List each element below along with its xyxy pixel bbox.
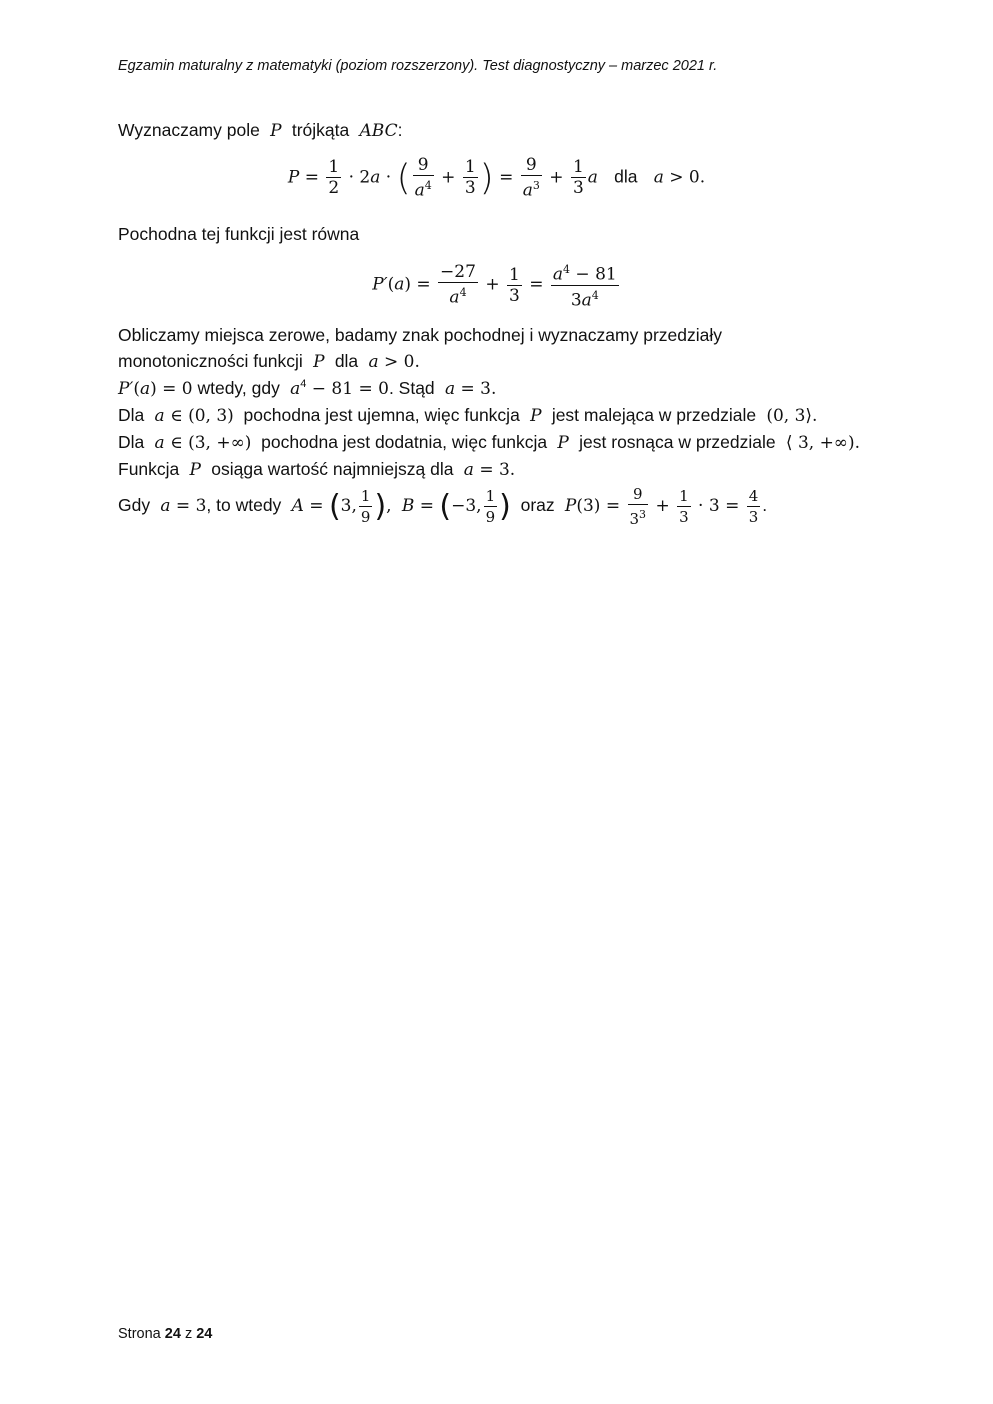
text-dla-cap: Dla [118,405,145,425]
text-dla: dla [614,166,638,187]
line-zeros: Obliczamy miejsca zerowe, badamy znak pochodnej i wyznaczamy przedziały [118,325,722,345]
equation-derivative: P′(a) = $\frac{-27}{a^4}$ + $\frac{1}{3}$ = $\frac{a^4 - 81}{3a^4}$ [0,260,993,310]
footer-total-pages: 24 [196,1326,213,1342]
footer-page-number: 24 [164,1326,181,1342]
line-increasing: Dla a ∈ (3, +∞) pochodna jest dodatnia, więc funkcja P jest rosnąca w przedziale ⟨ 3, +∞). [118,432,861,453]
line-minimum: Funkcja P osiąga wartość najmniejszą dla a = 3. [118,459,516,480]
line-zero-point: P′(a) = 0 wtedy, gdy $a^4 - 81 = 0$. Stąd a = 3. [118,378,497,399]
text-stad: . Stąd [388,378,435,398]
line-monotonicity: monotoniczności funkcji P dla a > 0. [118,351,420,372]
text-wyznaczamy: Wyznaczamy pole [118,120,260,140]
footer-prefix: Strona [118,1326,161,1342]
text-ujemna: pochodna jest ujemna, więc funkcja [243,405,520,425]
text-to-wtedy: , to wtedy [206,495,282,516]
page-footer [118,1326,212,1342]
text-dla: dla [334,351,359,371]
text-trojkata: trójkąta [291,120,350,140]
text-malejaca: jest malejąca w przedziale [551,405,757,425]
text-gdy: Gdy [118,495,151,516]
text-funkcja: Funkcja [118,459,180,479]
equation-area: P = $\frac{1}{2}$ · 2a · ( $\frac{9}{a^4}$ + $\frac{1}{3}$ ) = $\frac{9}{a^3}$ + $\frac{1}{3}$ a dla a > 0. [287,155,706,201]
page-header: Egzamin maturalny z matematyki (poziom rozszerzony). Test diagnostyczny – marzec 2021 r. [118,58,718,74]
line-result: Gdy a = 3, to wtedy A = (3, $\frac{1}{9}$ ), B = (−3, $\frac{1}{9}$ ) oraz P(3) = $\frac{9}{3^3}$ + $\frac{1}{3}$ · 3 = $\frac{4}{3}$ . [118,485,768,528]
text-dodatnia: pochodna jest dodatnia, więc funkcja [261,432,548,452]
line-area-intro: Wyznaczamy pole P trójkąta ABC: [118,120,403,141]
text-rosnaca: jest rosnąca w przedziale [579,432,776,452]
text-dla-cap: Dla [118,432,145,452]
footer-separator: z [184,1326,193,1342]
text-wtedy-gdy: wtedy, gdy [197,378,280,398]
text-najmniejsza: osiąga wartość najmniejszą dla [211,459,454,479]
text-monotonicznosci: monotoniczności funkcji [118,351,303,371]
line-decreasing: Dla a ∈ (0, 3) pochodna jest ujemna, więc funkcja P jest malejąca w przedziale (0, 3⟩. [118,405,818,426]
line-derivative-intro: Pochodna tej funkcji jest równa [118,224,360,244]
text-oraz: oraz [520,495,555,516]
